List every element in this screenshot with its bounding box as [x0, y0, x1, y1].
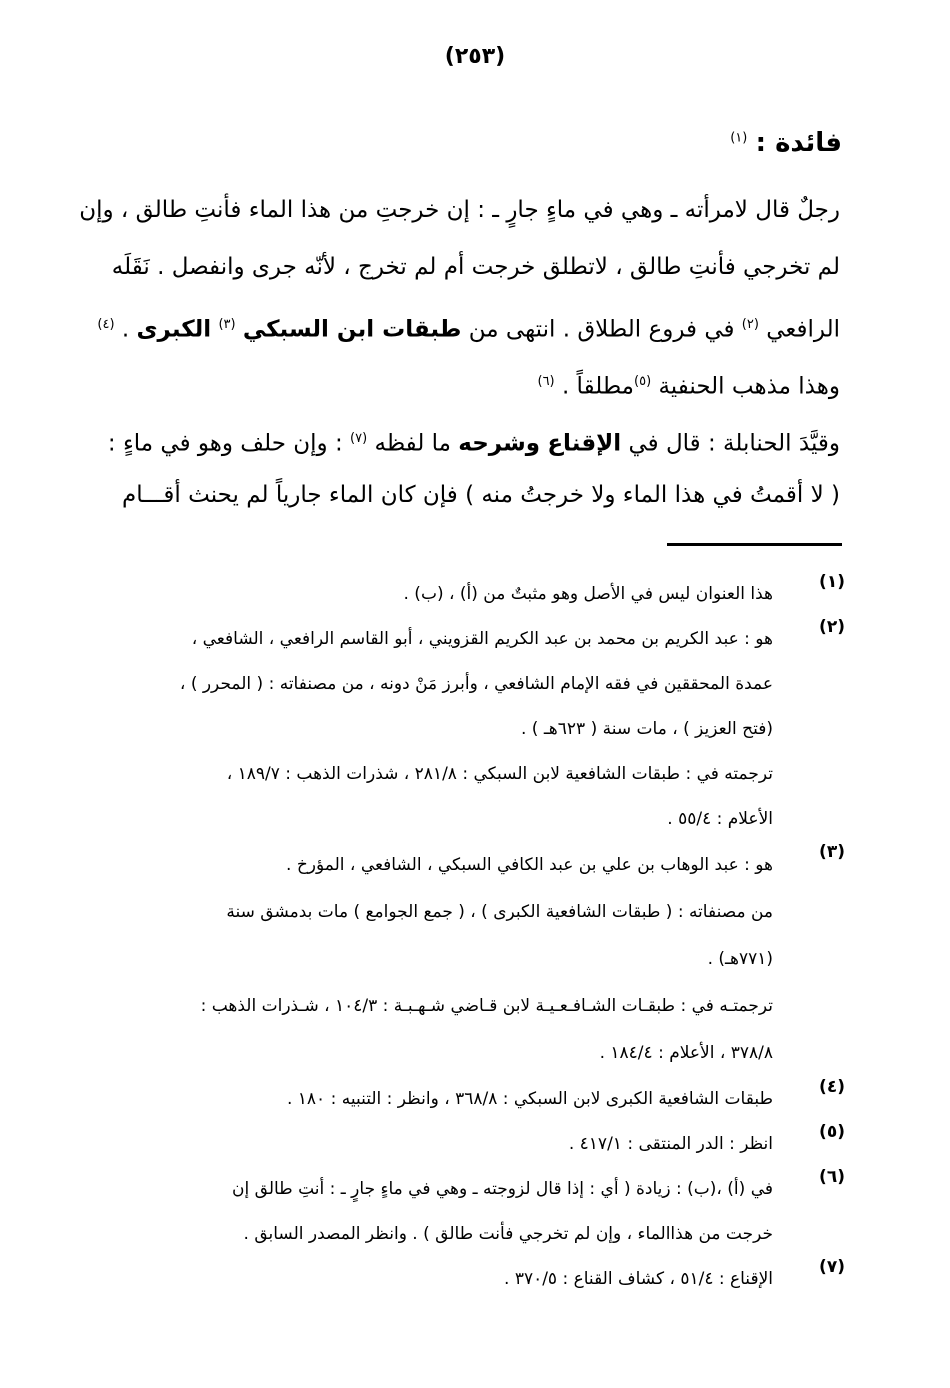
footnote-2: [110, 617, 845, 842]
footnote-ref: (٢): [741, 317, 759, 332]
footnote-line: عمدة المحققين في فقه الإمام الشافعي ، وأبرز مَنْ دونه ، من مصنفاته : ( المحرر ) ،: [179, 674, 773, 694]
book-title: الإقناع: [547, 430, 622, 457]
footnote-ref: (٦): [537, 374, 555, 389]
text-span: رجلٌ قال لامرأته ـ وهي في ماءٍ جارٍ ـ : إن خرجتِ من هذا الماء فأنتِ طالق ، وإن: [79, 197, 840, 223]
footnote-line: هذا العنوان ليس في الأصل وهو مثبتٌ من (أ) ، (ب) .: [403, 584, 773, 604]
footnote-7: [110, 1257, 845, 1302]
book-title: طبقات ابن السبكي: [242, 316, 462, 343]
footnote-line: من مصنفاته : ( طبقات الشافعية الكبرى ) ، ( جمع الجوامع ) مات بدمشق سنة: [226, 902, 773, 922]
main-text: [79, 182, 840, 524]
book-title: وشرحه: [458, 430, 541, 457]
text-span: وهذا مذهب الحنفية: [658, 373, 840, 400]
footnote-line: خرجت من هذاالماء ، وإن لم تخرجي فأنت طالق ) . وانظر المصدر السابق .: [243, 1224, 773, 1244]
footnote-line: (٧٧١هـ) .: [707, 949, 773, 969]
footnote-5: [110, 1122, 845, 1167]
heading-title: فائدة :: [755, 128, 842, 158]
book-title: الكبرى: [136, 316, 212, 343]
footnote-line: انظر : الدر المنتقى : ٤١٧/١ .: [568, 1134, 773, 1154]
footnote-ref: (٣): [218, 317, 236, 332]
text-span: في فروع الطلاق . انتهى من: [468, 316, 735, 343]
page-number: (٢٥٣): [444, 44, 506, 69]
footnote-number: (٦): [819, 1167, 845, 1187]
footnote-separator: [667, 543, 842, 546]
footnote-ref: (٧): [350, 431, 368, 446]
text-line: [79, 182, 840, 239]
footnote-line: ترجمتـه في : طبقـات الشـافـعـيـة لابن قـاضي شـهـبـة : ١٠٤/٣ ، شـذرات الذهب :: [200, 996, 773, 1016]
footnote-6: [110, 1167, 845, 1257]
text-line: [112, 467, 840, 524]
text-span: الرافعي: [766, 316, 840, 343]
text-line: [112, 353, 840, 410]
footnote-ref: (١): [730, 130, 748, 146]
text-span: مطلقاً .: [561, 373, 635, 400]
footnote-line: هو : عبد الوهاب بن علي بن عبد الكافي السبكي ، الشافعي ، المؤرخ .: [286, 855, 773, 875]
text-span: .: [121, 316, 130, 343]
footnote-line: ٣٧٨/٨ ، الأعلام : ١٨٤/٤ .: [599, 1043, 773, 1063]
footnote-number: (٢): [819, 617, 845, 637]
footnote-number: (٤): [819, 1077, 845, 1097]
footnote-1: [110, 572, 845, 617]
footnote-line: ترجمته في : طبقات الشافعية لابن السبكي : ٢٨١/٨ ، شذرات الذهب : ١٨٩/٧ ،: [226, 764, 773, 784]
footnote-number: (١): [819, 572, 845, 592]
footnote-number: (٥): [819, 1122, 845, 1142]
text-line: [112, 239, 840, 296]
text-span: وقيَّدَ الحنابلة : قال في: [628, 430, 840, 457]
text-span: ( لا أقمتُ في هذا الماء ولا خرجتُ منه ) فإن كان الماء جارياً لم يحنث أقـــام: [121, 482, 840, 508]
text-line: [97, 296, 840, 353]
footnote-line: طبقات الشافعية الكبرى لابن السبكي : ٣٦٨/٨ ، وانظر : التنبيه : ١٨٠ .: [286, 1089, 773, 1109]
text-span: ما لفظه: [374, 430, 451, 457]
footnote-3: [110, 842, 845, 1077]
footnote-line: في (أ) ،(ب) : زيادة ( أي : إذا قال لزوجته ـ وهي في ماءٍ جارٍ ـ : أنتِ طالق إن: [232, 1179, 773, 1199]
footnote-ref: (٥): [634, 374, 652, 389]
footnote-ref: (٤): [97, 317, 115, 332]
text-span: : وإن حلف وهو في ماءٍ :: [107, 430, 343, 457]
text-line: [107, 410, 840, 467]
section-heading: [730, 128, 842, 158]
footnote-number: (٧): [819, 1257, 845, 1277]
footnote-line: (فتح العزيز ) ، مات سنة ( ٦٢٣هـ ) .: [520, 719, 773, 739]
footnote-line: هو : عبد الكريم بن محمد بن عبد الكريم القزويني ، أبو القاسم الرافعي ، الشافعي ،: [191, 629, 773, 649]
footnote-4: [110, 1077, 845, 1122]
footnote-line: الإقناع : ٥١/٤ ، كشاف القناع : ٣٧٠/٥ .: [504, 1269, 773, 1289]
text-span: لم تخرجي فأنتِ طالق ، لاتطلق خرجت أم لم تخرج ، لأنّه جرى وانفصل . نَقَلَه: [111, 254, 840, 280]
footnotes: [110, 572, 845, 1302]
footnote-line: الأعلام : ٥٥/٤ .: [667, 809, 773, 829]
footnote-number: (٣): [819, 842, 845, 862]
